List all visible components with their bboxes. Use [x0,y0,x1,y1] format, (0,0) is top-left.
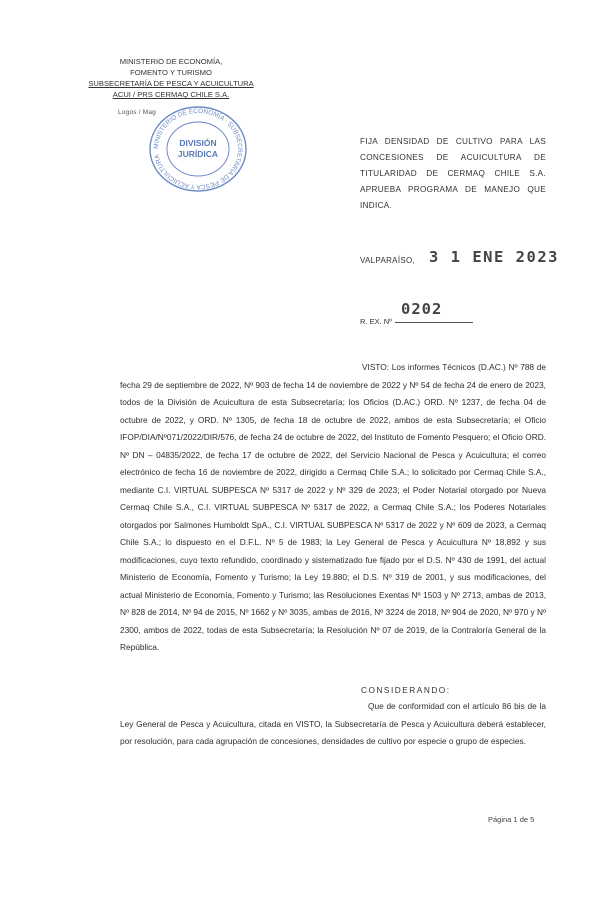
date-stamp: 3 1 ENE 2023 [429,248,559,266]
subsecretaria-line: SUBSECRETARÍA DE PESCA Y ACUICULTURA [88,79,254,88]
initials-line: Logos / Mag [118,109,156,116]
division-juridica-stamp [146,104,250,194]
stamp-center-line-1: DIVISIÓN [179,138,217,148]
stamp-center-line-2: JURÍDICA [177,149,219,159]
ministry-line-1: MINISTERIO DE ECONOMÍA, [119,57,223,66]
considerando-heading: CONSIDERANDO: [361,685,451,695]
rex-underline [395,322,473,323]
resolution-title: FIJA DENSIDAD DE CULTIVO PARA LAS CONCESIONES DE ACUICULTURA DE TITULARIDAD DE CERMAQ CHILE S.A. APRUEBA PROGRAMA DE MANEJO QUE INDICA. [360,137,546,210]
place-label: VALPARAÍSO, [360,256,416,265]
issuer-header [76,56,266,100]
considerando-paragraph: Que de conformidad con el artículo 86 bis de la Ley General de Pesca y Acuicultura, citada en VISTO, la Subsecretaría de Pesca y Acuicultura deberá establecer, por resolución, para cada agrupación de concesiones, densidades de cultivo por especie o grupo de especies. [120,701,546,746]
reference-line: ACUI / PRS CERMAQ CHILE S.A. [112,90,230,99]
stamp-ring-text: MINISTERIO DE ECONOMÍA · SUBSECRETARÍA DE PESCA Y ACUICULTURA [152,107,244,191]
page-number: Página 1 de 5 [488,815,535,824]
visto-paragraph: VISTO: Los informes Técnicos (D.AC.) Nº 788 de fecha 29 de septiembre de 2022, Nº 903 de fecha 14 de noviembre de 2022 y Nº 54 de fecha 24 de enero de 2023, todos de la División de Acuicultura de esta Subsecretaría; los Oficios (D.AC.) ORD. Nº 1237, de fecha 04 de octubre de 2022, y ORD. Nº 1305, de fecha 18 de octubre de 2022, ambos de esta Subsecretaría; el Oficio IFOP/DIA/Nº071/2022/DIR/576, de fecha 24 de octubre de 2022, del Instituto de Fomento Pesquero; el Oficio ORD. Nº DN – 04835/2022, de fecha 17 de octubre de 2022, del Servicio Nacional de Pesca y Acuicultura; el correo electrónico de fecha 16 de noviembre de 2022, dirigido a Cermaq Chile S.A.; lo solicitado por Cermaq Chile S.A., mediante C.I. VIRTUAL SUBPESCA Nº 5317 de 2022 y Nº 329 de 2023; el Poder Notarial otorgado por Nueva Cermaq Chile S.A., C.I. VIRTUAL SUBPESCA Nº 5317 de 2022, a Cermaq Chile S.A.; los Poderes Notariales otorgados por Salmones Humboldt SpA., C.I. VIRTUAL SUBPESCA Nº 5317 de 2022 y Nº 609 de 2023, a Cermaq Chile S.A.; lo dispuesto en el D.F.L. Nº 5 de 1983; la Ley General de Pesca y Acuicultura Nº 18.892 y sus modificaciones, cuyo texto refundido, coordinado y sistematizado fue fijado por el D.S. Nº 430 de 1991, del actual Ministerio de Economía, Fomento y Turismo; la Ley 19.880; el D.S. Nº 319 de 2001, y sus modificaciones, del actual Ministerio de Economía, Fomento y Turismo; las Resoluciones Exentas Nº 1503 y Nº 2713, ambas de 2013, Nº 828 de 2014, Nº 94 de 2015, Nº 1662 y Nº 3035, ambas de 2016, Nº 3224 de 2018, Nº 904 de 2020, Nº 970 y Nº 2300, ambos de 2022, todas de esta Subsecretaría; la Resolución Nº 07 de 2019, de la Contraloría General de la República. [120,362,547,652]
rex-label: R. EX. Nº [360,317,392,326]
rex-number: 0202 [401,300,443,318]
ministry-line-2: FOMENTO Y TURISMO [130,68,212,77]
